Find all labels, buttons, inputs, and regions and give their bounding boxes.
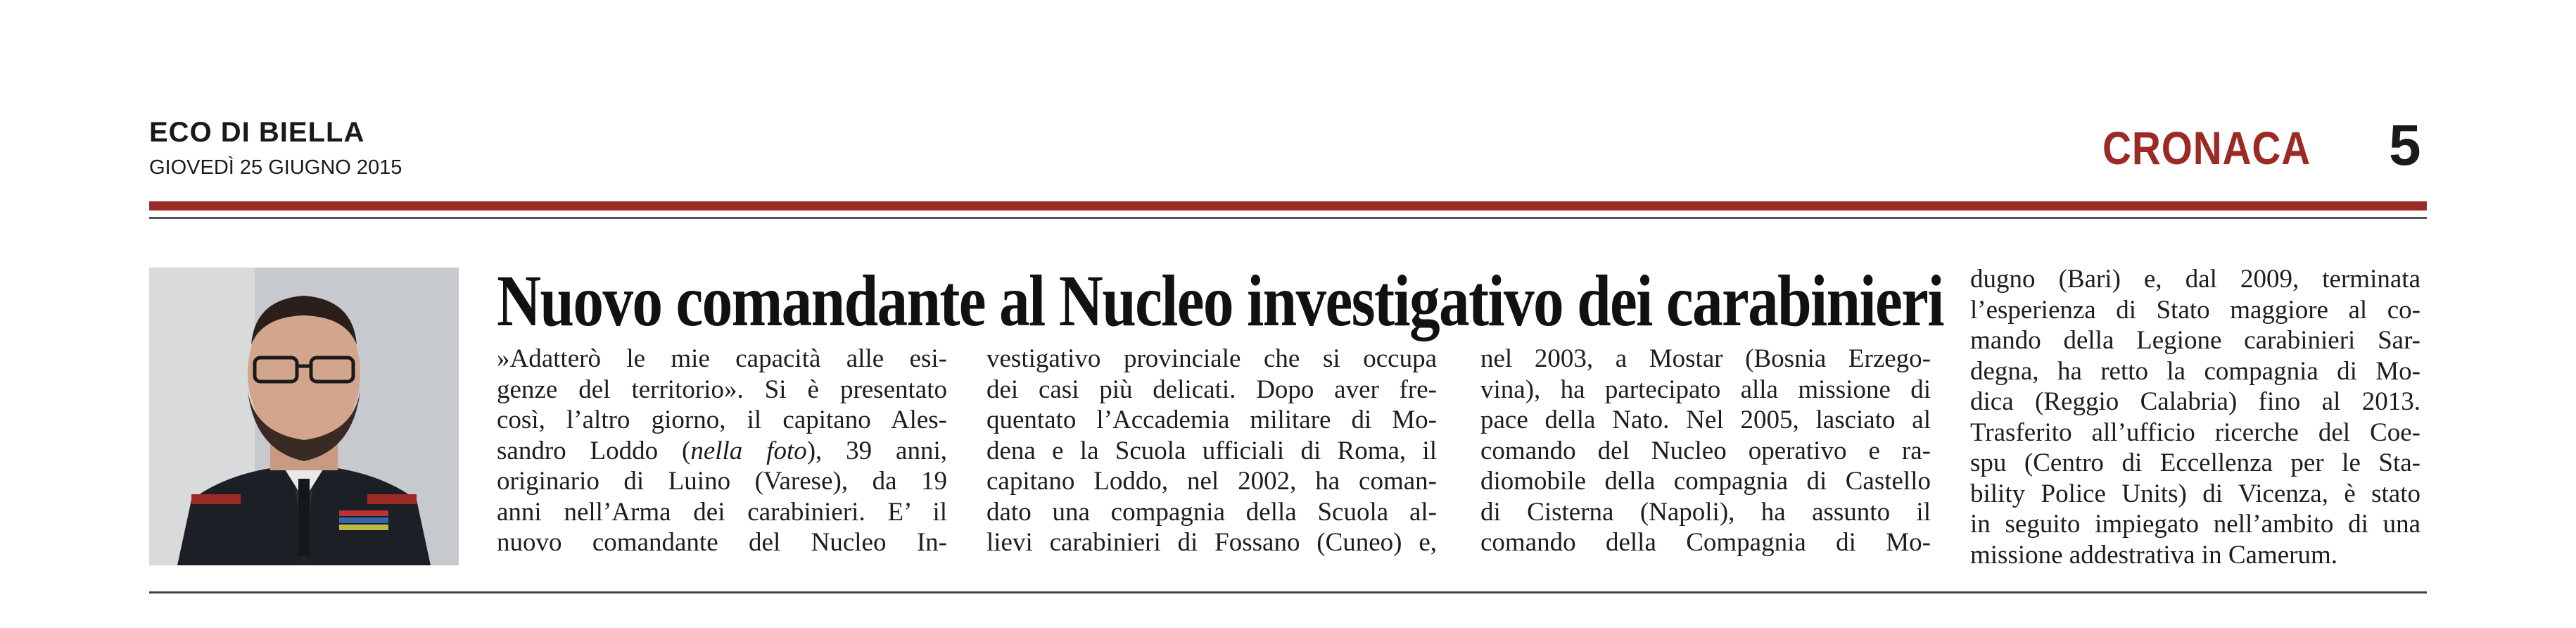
text-fragment: ), 39 anni,: [806, 436, 947, 465]
text-line: dei casi più delicati. Dopo aver fre-: [986, 375, 1437, 404]
masthead-title: ECO DI BIELLA: [149, 117, 365, 148]
text-line: diomobile della compagnia di Castello: [1480, 467, 1931, 496]
text-fragment: sandro Loddo (: [497, 436, 691, 465]
footer-rule: [149, 591, 2427, 594]
text-line: vina), ha partecipato alla missione di: [1480, 375, 1931, 404]
text-line: dica (Reggio Calabria) fino al 2013.: [1970, 387, 2420, 416]
text-line: missione addestrativa in Camerum.: [1970, 540, 2337, 570]
article-column-2: [986, 344, 1437, 558]
text-line: capitano Loddo, nel 2002, ha coman-: [986, 467, 1437, 496]
header-red-rule: [149, 201, 2427, 211]
article-column-3: [1480, 344, 1931, 558]
article-column-4: [1970, 264, 2420, 570]
text-line: nuovo comandante del Nucleo In-: [497, 528, 947, 557]
text-line: spu (Centro di Eccellenza per le Sta-: [1970, 448, 2420, 477]
text-line: mando della Legione carabinieri Sar-: [1970, 326, 2420, 355]
section-name: CRONACA: [2102, 122, 2311, 174]
portrait-illustration: [149, 268, 459, 565]
text-line: »Adatterò le mie capacità alle esi-: [497, 344, 947, 373]
article-column-1: [497, 344, 947, 558]
text-line: dena e la Scuola ufficiali di Roma, il: [986, 436, 1437, 465]
text-line: anni nell’Arma dei carabinieri. E’ il: [497, 497, 947, 527]
text-line: comando della Compagnia di Mo-: [1480, 528, 1931, 557]
text-line: comando del Nucleo operativo e ra-: [1480, 436, 1931, 465]
article-headline: Nuovo comandante al Nucleo investigativo dei carabinieri: [497, 260, 1943, 341]
text-line: quentato l’Accademia militare di Mo-: [986, 406, 1437, 434]
text-line: dugno (Bari) e, dal 2009, terminata: [1970, 265, 2420, 294]
text-line: nel 2003, a Mostar (Bosnia Erzego-: [1480, 344, 1931, 373]
text-line: degna, ha retto la compagnia di Mo-: [1970, 356, 2420, 386]
text-line: lievi carabinieri di Fossano (Cuneo) e,: [986, 528, 1437, 557]
page-number: 5: [2389, 113, 2421, 177]
text-line: bility Police Units) di Vicenza, è stato: [1970, 479, 2420, 508]
text-line: Trasferito all’ufficio ricerche del Coe-: [1970, 417, 2420, 447]
text-line: l’esperienza di Stato maggiore al co-: [1970, 295, 2420, 325]
text-line: di Cisterna (Napoli), ha assunto il: [1480, 497, 1931, 527]
text-line: vestigativo provinciale che si occupa: [986, 344, 1437, 373]
text-line: originario di Luino (Varese), da 19: [497, 467, 947, 496]
text-line: genze del territorio». Si è presentato: [497, 375, 947, 404]
article-photo: [149, 268, 459, 565]
masthead-date: GIOVEDÌ 25 GIUGNO 2015: [149, 156, 402, 179]
photo-reference: nella foto: [690, 436, 807, 465]
text-line: in seguito impiegato nell’ambito di una: [1970, 510, 2420, 539]
text-line: pace della Nato. Nel 2005, lasciato al: [1480, 406, 1931, 434]
text-line: così, l’altro giorno, il capitano Ales-: [497, 406, 947, 434]
text-line-photo-ref: [497, 436, 947, 467]
text-line: dato una compagnia della Scuola al-: [986, 497, 1437, 527]
header-thin-rule: [149, 217, 2427, 219]
